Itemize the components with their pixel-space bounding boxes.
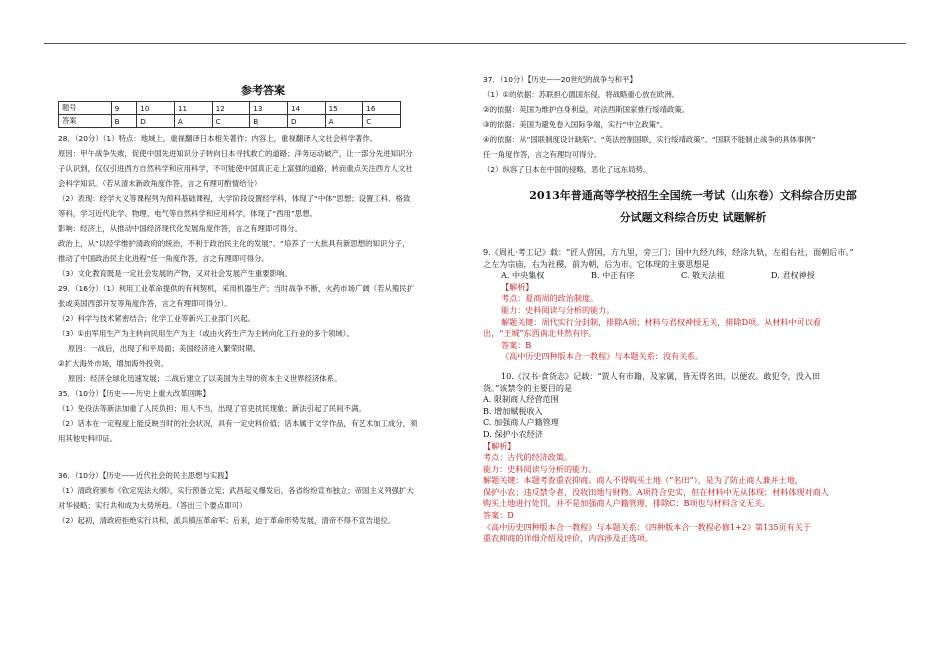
option: B. 中正有序 [591, 270, 635, 281]
text-line: （2）话本在一定程度上能反映当时的社会状况，具有一定史料价值；话本属于文学作品，有艺术加工成分，须 [58, 419, 418, 428]
text-line: 《高中历史四种版本合一教程》与本题关系：《四种版本合一教程必修1+2》第135页有关于 [483, 521, 811, 532]
answer-line: 答案：D [483, 510, 514, 521]
table-cell: D [287, 115, 325, 128]
q9-options [483, 270, 903, 282]
answer-key-title: 参考答案 [241, 84, 285, 97]
table-cell: 15 [325, 102, 363, 115]
text-line: （2）起初，清政府拒绝实行共和，派兵镇压革命军；后来，迫于革命形势发展，清帝不得不宣告退位。 [58, 516, 396, 525]
text-line: 解题关键：周代实行分封制，排除A项；材料与君权神授无关，排除D项。从材料中可以看 [501, 316, 821, 327]
option: A. 限制商人经营范围 [483, 394, 559, 405]
text-line: 35．（10分）【历史——历史上重大改革回眸】 [58, 389, 210, 398]
table-cell: 答案 [59, 115, 112, 128]
q9-stem: 9.《周礼·考工记》载：“匠人营国，方九里，旁三门；国中九经九纬，经涂九轨，左祖右社，面朝后市。” [483, 247, 854, 257]
text-line: ③的依据：美国为避免卷入国际争端，实行“中立政策”。 [483, 120, 668, 129]
text-line: 解题关键：本题考查重农抑商。商人不得购买土地（“名田”），是为了防止商人兼并土地， [483, 475, 803, 486]
top-rule [44, 43, 906, 44]
option: D. 君权神授 [771, 270, 815, 281]
q9-stem: 之左为宗庙，右为社稷，前为朝，后为市。它体现的主要思想是 [483, 258, 710, 269]
text-line: 能力：史料阅读与分析的能力。 [483, 463, 597, 474]
text-line: 36．（10分）【历史——近代社会的民主思想与实践】 [58, 471, 233, 480]
table-cell: 10 [137, 102, 175, 115]
table-cell: B [111, 115, 137, 128]
answer-table-header [59, 102, 401, 115]
text-line: 重农抑商的详细介绍及评价，内容涉及正选项。 [483, 533, 653, 544]
exam-title: 2013年普通高等学校招生全国统一考试（山东卷）文科综合历史部 [529, 189, 857, 202]
text-line: （1）免役法等新法加重了人民负担；用人不当，出现了官吏扰民现象；新法引起了民间不满。 [58, 404, 366, 413]
text-line: 出，“王城”东西南北井然有序。 [483, 328, 597, 339]
table-cell: 9 [111, 102, 137, 115]
text-line: 《高中历史四种版本合一教程》与本题关系：没有关系。 [501, 351, 704, 362]
text-line: 推动了中国政治民主化进程”任一角度作答，言之有理即可得分。 [58, 254, 269, 263]
text-line: 原因：一战后，出现了和平局面；美国经济进入繁荣时期。 [68, 344, 261, 353]
analysis-heading: 【解析】 [501, 281, 534, 292]
text-line: 购买土地进行处罚，并不是加强商人户籍管理，排除C；B项也与材料含义无关。 [483, 498, 771, 509]
table-cell: A [325, 115, 363, 128]
analysis-heading: 【解析】 [483, 440, 516, 451]
table-cell: C [212, 115, 250, 128]
text-line: （3）①由军用生产为主转向民用生产为主（或由火药生产为主转向化工行业的多个领域）。 [58, 329, 354, 338]
answer-table [58, 101, 401, 128]
text-line: （2）表现：经学大义等课程列为预科基础课程，大学阶段设置经学科，体现了“中体”思想；设置工科、格致 [58, 194, 411, 203]
option: C. 敬天法祖 [681, 270, 725, 281]
text-line: 张或美国西部开发等角度作答，言之有理即可得分）。 [58, 299, 232, 308]
text-line: 能力：史料阅读与分析的能力。 [501, 304, 615, 315]
exam-subtitle: 分试题文科综合历史 试题解析 [619, 211, 767, 224]
text-line: ②扩大海外市场，增加海外投资。 [58, 359, 169, 368]
table-cell: 14 [287, 102, 325, 115]
table-cell: 13 [250, 102, 288, 115]
text-line: （1）清政府颁布《钦定宪法大纲》，实行预备立宪；武昌起义爆发后，各省纷纷宣布独立；帝国主义列强扩大 [58, 486, 414, 495]
table-cell: D [137, 115, 175, 128]
text-line: ④的依据：从“国联制度设计缺陷”、“英法控制国联，实行绥靖政策”、“国联不能制止战争的具体事例” [483, 135, 816, 144]
answer-line: 答案：B [501, 339, 532, 350]
text-line: 原因：经济全球化迅速发展；二战后建立了以美国为主导的资本主义世界经济体系。 [68, 374, 342, 383]
text-line: 任一角度作答，言之有理均可得分。 [483, 150, 602, 159]
analysis-column [483, 72, 903, 545]
text-line: 保护小农；违反禁令者，没收田地与财物。A项符合史实，但在材料中无从体现；材料体现对商人 [483, 486, 829, 497]
table-cell: A [174, 115, 212, 128]
text-line: （1）①的依据：苏联担心德国东侵，将战略重心放在欧洲。 [483, 90, 680, 99]
text-line: 考点：古代的经济政策。 [483, 452, 573, 463]
text-line: 会科学知识。（若从清末新政角度作答，言之有理可酌情给分） [58, 179, 262, 188]
text-line: （2）纵容了日本在中国的侵略，恶化了远东局势。 [483, 165, 651, 174]
text-line: 等科，学习近代化学、物理、电气等自然科学和应用科学，体现了“西用”思想。 [58, 209, 317, 218]
table-cell: 16 [363, 102, 401, 115]
text-line: 29．（16分）（1）利用工业革命提供的有利契机，采用机器生产；当时战争不断，火药市场广阔（若从殖民扩 [58, 284, 415, 293]
table-cell: C [363, 115, 401, 128]
q10-stem: 货。”该禁令的主要目的是 [483, 382, 573, 393]
option: C. 加强商人户籍管理 [483, 417, 559, 428]
text-line: 37．（10分）【历史——20世纪的战争与和平】 [483, 75, 637, 84]
text-line: 政治上，从“以经学维护清政府的统治，不利于政治民主化的发展”、“培养了一大批具有新思想的知识分子， [58, 239, 410, 248]
text-line: （3）文化教育既是一定社会发展的产物，又对社会发展产生重要影响。 [58, 269, 292, 278]
answer-table-row [59, 115, 401, 128]
text-line: 28．（20分）（1）特点：地域上，重视翻译日本相关著作；内容上，重视翻译人文社会科学著作。 [58, 134, 378, 143]
text-line: 对华侵略；实行共和成为大势所趋。（答出三个要点即可） [58, 501, 247, 510]
option: B. 增加赋税收入 [483, 405, 543, 416]
table-cell: B [250, 115, 288, 128]
table-cell: 12 [212, 102, 250, 115]
text-line: 用其他史料印证。 [58, 434, 118, 443]
q10-stem: 10.《汉书·食货志》记载：“贾人有市籍，及家属，皆无得名田，以便农。敢犯令，没入田 [501, 370, 821, 381]
text-line: 考点：夏商周的政治制度。 [501, 293, 599, 304]
answer-key-column [58, 78, 468, 528]
table-cell: 题号 [59, 102, 112, 115]
text-line: ②的依据：英国为维护自身利益，对法西斯国家推行绥靖政策。 [483, 105, 690, 114]
text-line: （2）科学与技术紧密结合；化学工业等新兴工业部门兴起。 [58, 314, 255, 323]
option: D. 保护小农经济 [483, 428, 543, 439]
table-cell: 11 [174, 102, 212, 115]
option: A. 中央集权 [501, 270, 545, 281]
text-line: 子认识到，仅仅引进西方自然科学和应用科学，不可能使中国真正走上富强的道路，转而重点关注西方人文社 [58, 164, 413, 173]
text-line: 影响：经济上，从推动中国经济现代化发展角度作答，言之有理即可得分。 [58, 224, 302, 233]
text-line: 原因：甲午战争失败，促使中国先进知识分子转向日本寻找救亡的道路；洋务运动破产，让一部分先进知识分 [58, 149, 413, 158]
